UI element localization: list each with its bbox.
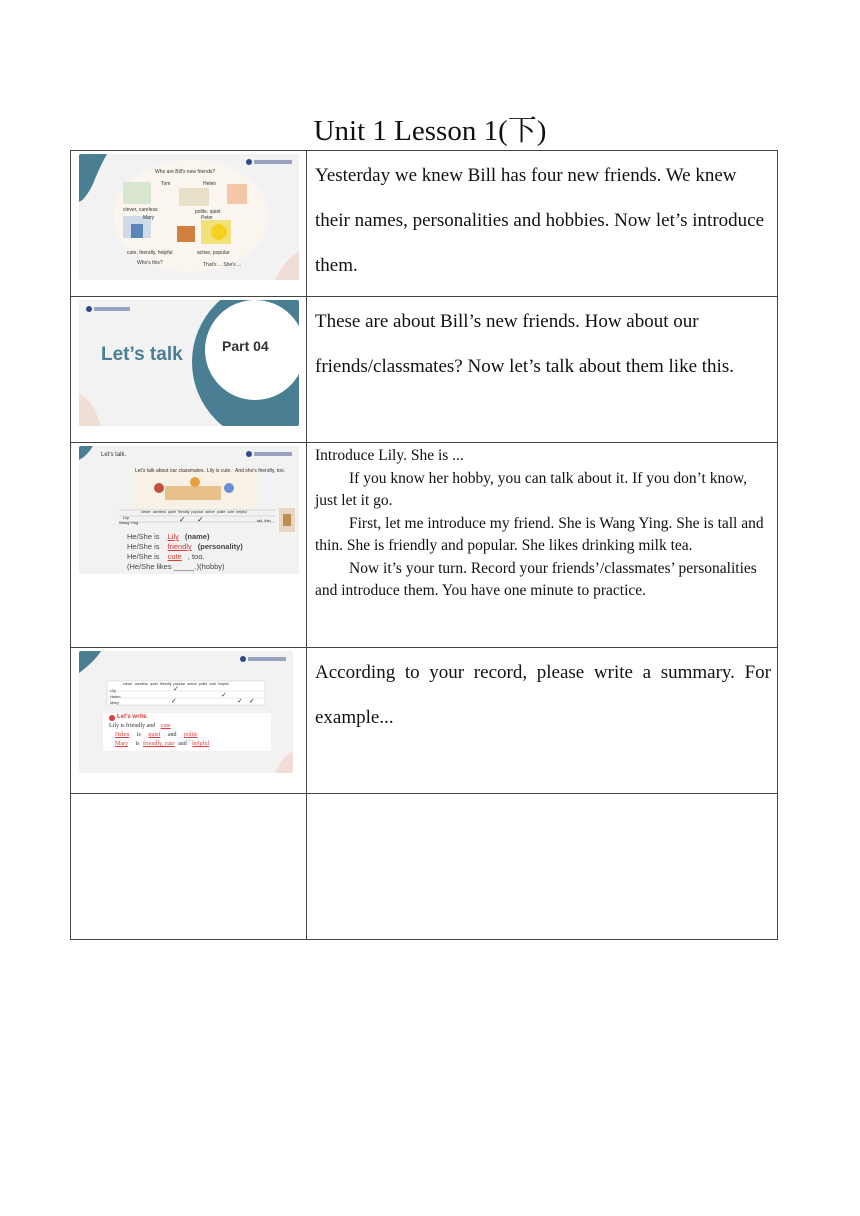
slide-introduce — [79, 446, 299, 574]
row-label: Lily — [123, 515, 130, 520]
trait-column: careless — [134, 682, 148, 686]
friend-traits: active, popular — [197, 250, 230, 256]
sentence-line: He/She is friendly (personality) — [127, 542, 243, 551]
image-cell — [71, 443, 307, 648]
trait-column: polite — [198, 682, 208, 686]
page-title: Unit 1 Lesson 1(下) — [313, 115, 547, 147]
slide-bills-friends — [79, 154, 299, 280]
table-row — [71, 443, 778, 648]
table-row — [71, 648, 778, 794]
text-cell — [307, 648, 778, 794]
trait-column: active — [205, 510, 215, 514]
image-cell — [71, 648, 307, 794]
table-row — [71, 151, 778, 297]
table-row — [71, 794, 778, 940]
table-row — [71, 297, 778, 443]
trait-column: careless — [152, 510, 166, 514]
text-cell — [307, 151, 778, 297]
slide-title: Let’s talk — [101, 344, 183, 365]
text-cell — [307, 297, 778, 443]
trait-column: popular — [173, 682, 186, 686]
image-cell — [71, 297, 307, 443]
paragraph: Introduce Lily. She is ... — [315, 447, 464, 464]
sentence-line: (He/She likes _____.)(hobby) — [127, 562, 225, 571]
sentence-frames — [127, 532, 243, 572]
row-text: These are about Bill’s new friends. How about our friends/classmates? Now let’s talk about them like this. — [315, 311, 734, 377]
lesson-table — [70, 150, 778, 940]
write-lines — [109, 722, 213, 749]
slide-header: Let's talk. — [101, 452, 127, 458]
write-line: Helen is quiet and polite — [115, 732, 198, 738]
trait-columns — [141, 510, 247, 514]
trait-column: quiet — [149, 682, 158, 686]
trait-column: clever — [141, 510, 151, 514]
fill-word: cute — [167, 552, 182, 561]
trait-column: cute — [227, 510, 235, 514]
check-icon: ✓ — [249, 698, 255, 705]
text-cell — [307, 794, 778, 940]
friend-name: Helen — [203, 181, 217, 187]
sentence-line: He/She is Lily (name) — [127, 532, 210, 541]
paragraph: If you know her hobby, you can talk about it. If you don’t know, just let it go. — [315, 469, 748, 509]
row-label: Mary — [110, 700, 119, 705]
friend-name: Peter — [201, 215, 213, 221]
speech-bubble: Let's talk about our classmates. — [135, 468, 205, 474]
side-label: tall, thin — [257, 518, 271, 523]
row-label: Wang Ying — [119, 520, 139, 525]
row-text — [307, 794, 777, 796]
check-icon: ✓ — [197, 515, 204, 524]
image-cell — [71, 151, 307, 297]
speech-bubble: That's ... She's ... — [203, 262, 242, 268]
trait-column: friendly — [159, 682, 172, 686]
check-icon: ✓ — [173, 686, 179, 693]
check-icon: ✓ — [179, 515, 186, 524]
image-cell — [71, 794, 307, 940]
row-text: According to your record, please write a summary. For example... — [315, 662, 771, 728]
speech-bubble: Lily is cute. — [207, 468, 232, 474]
trait-column: quiet — [167, 510, 176, 514]
paragraph: First, let me introduce my friend. She is Wang Ying. She is tall and thin. She is friendly and popular. She likes drinking milk tea. — [315, 514, 764, 554]
row-text: Yesterday we knew Bill has four new friends. We knew their names, personalities and hobbies. Now let’s introduce them. — [315, 165, 765, 276]
write-line: Mary is friendly, cute and helpful — [115, 741, 210, 747]
trait-column: helpful — [218, 682, 229, 686]
slide-part: Part 04 — [222, 338, 269, 354]
trait-column: polite — [216, 510, 226, 514]
trait-column: helpful — [236, 510, 247, 514]
trait-column: cute — [209, 682, 217, 686]
slide-heading: Who are Bill's new friends? — [155, 169, 216, 175]
row-label: Helen — [110, 694, 121, 699]
write-line: Lily is friendly and cute — [109, 723, 171, 729]
check-icon: ✓ — [237, 698, 243, 705]
write-title: Let's write. — [117, 714, 149, 720]
text-cell — [307, 443, 778, 648]
trait-column: friendly — [177, 510, 190, 514]
slide-lets-talk — [79, 300, 299, 426]
fill-word: Lily — [167, 532, 179, 541]
row-text-block — [307, 443, 777, 603]
trait-column: clever — [123, 682, 133, 686]
friend-traits: cute, friendly, helpful — [127, 250, 173, 256]
speech-bubble: Who's this? — [137, 260, 163, 266]
slide-lets-write — [79, 651, 293, 773]
friend-traits: clever, careless — [123, 207, 158, 213]
fill-word: friendly — [167, 542, 192, 551]
check-icon: ✓ — [171, 698, 177, 705]
trait-column: popular — [191, 510, 204, 514]
check-icon: ✓ — [221, 692, 227, 699]
friend-name: Mary — [143, 215, 155, 221]
speech-bubble: And she's friendly, too. — [235, 468, 286, 474]
friend-traits: polite, quiet — [195, 209, 221, 215]
sentence-line: He/She is cute , too. — [127, 552, 205, 561]
paragraph: Now it’s your turn. Record your friends’/classmates’ personalities and introduce them. You have one minute to practice. — [315, 559, 757, 599]
row-label: Lily — [110, 688, 117, 693]
trait-column: active — [187, 682, 197, 686]
friend-name: Tom — [161, 181, 171, 187]
